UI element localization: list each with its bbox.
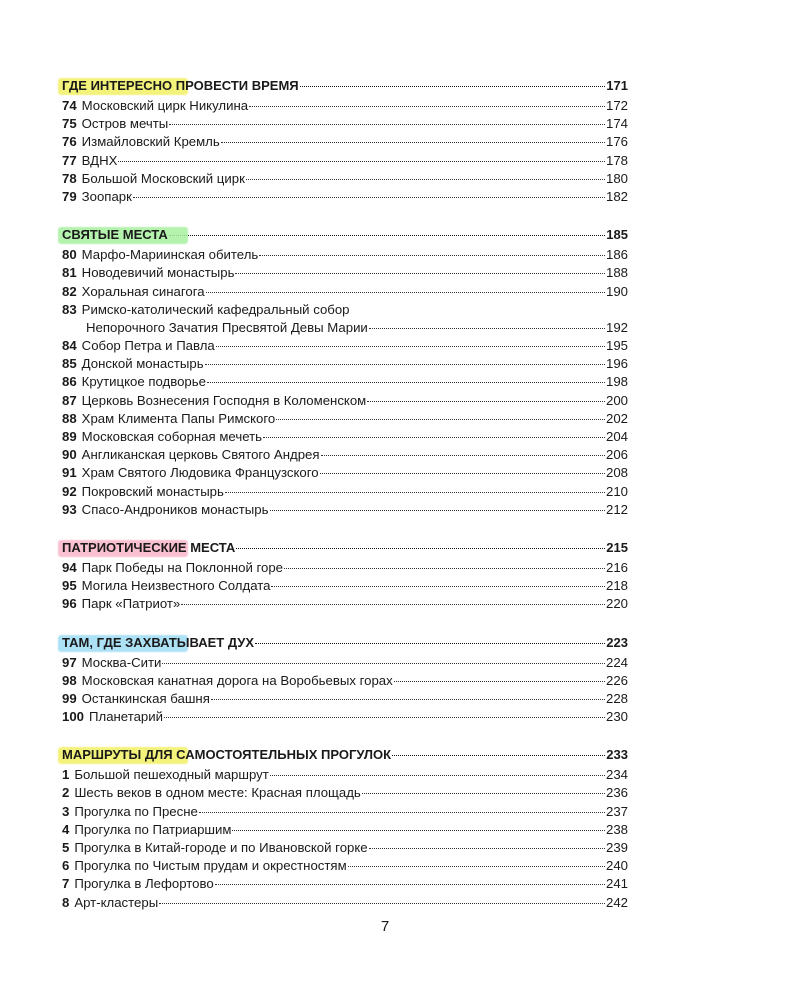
toc-entry[interactable]: [62, 283, 628, 301]
entry-number: 79: [62, 188, 77, 204]
entry-number: 84: [62, 338, 77, 354]
toc-entry[interactable]: [62, 654, 628, 672]
toc-entry[interactable]: [62, 246, 628, 264]
toc-entry[interactable]: [62, 410, 628, 428]
entry-page: 239: [605, 840, 628, 855]
entry-title: Церковь Вознесения Господня в Коломенском: [81, 392, 367, 408]
entry-title: Прогулка по Патриаршим: [74, 821, 232, 837]
toc-entry[interactable]: [62, 766, 628, 784]
entry-title: Остров мечты: [81, 116, 169, 132]
entry-number: 7: [62, 876, 70, 892]
entry-number: 99: [62, 690, 77, 706]
dot-leader: [162, 663, 605, 664]
toc-entry[interactable]: [62, 264, 628, 282]
toc-entry-continuation[interactable]: [62, 319, 628, 337]
dot-leader: [369, 848, 605, 849]
dot-leader: [300, 86, 606, 87]
dot-leader: [235, 273, 605, 274]
toc-entry[interactable]: [62, 875, 628, 893]
entry-number: 77: [62, 152, 77, 168]
entry-number: 75: [62, 116, 77, 132]
dot-leader: [206, 292, 605, 293]
entry-page: 230: [605, 709, 628, 725]
toc-entry[interactable]: [62, 392, 628, 410]
entry-page: 202: [605, 410, 628, 426]
entry-page: 208: [605, 465, 628, 481]
section-heading[interactable]: [62, 77, 628, 97]
entry-title: Прогулка по Пресне: [74, 803, 198, 819]
entry-title: Арт-кластеры: [74, 894, 159, 910]
entry-page: 216: [605, 559, 628, 575]
entry-number: 100: [62, 709, 85, 725]
entry-number: 82: [62, 283, 77, 299]
entry-number: 1: [62, 767, 70, 783]
toc-entry[interactable]: [62, 708, 628, 726]
page-number: 7: [380, 918, 390, 935]
entry-number: 96: [62, 596, 77, 612]
entry-title: Новодевичий монастырь: [81, 265, 235, 281]
toc-entry[interactable]: [62, 857, 628, 875]
toc-section: [62, 746, 628, 912]
entry-page: 236: [605, 785, 628, 801]
dot-leader: [255, 643, 605, 644]
entry-title: Парк Победы на Поклонной горе: [81, 559, 283, 575]
entry-page: 198: [605, 374, 628, 390]
table-of-contents: [62, 77, 628, 932]
entry-number: 85: [62, 356, 77, 372]
toc-entry[interactable]: [62, 464, 628, 482]
dot-leader: [133, 197, 605, 198]
entry-title: Римско-католический кафедральный собор: [81, 301, 350, 317]
entry-title: Прогулка в Лефортово: [74, 876, 214, 892]
entry-title: Москва-Сити: [81, 654, 162, 670]
entry-title: Хоральная синагога: [81, 283, 205, 299]
dot-leader: [207, 382, 605, 383]
toc-entry[interactable]: [62, 355, 628, 373]
toc-entry[interactable]: [62, 373, 628, 391]
dot-leader: [276, 419, 605, 420]
dot-leader: [225, 492, 605, 493]
dot-leader: [216, 346, 605, 347]
toc-entry[interactable]: [62, 188, 628, 206]
toc-entry[interactable]: [62, 115, 628, 133]
entry-number: 87: [62, 392, 77, 408]
entry-title-cont: Непорочного Зачатия Пресвятой Девы Марии: [86, 319, 368, 335]
entry-title: Большой пешеходный маршрут: [74, 767, 269, 783]
entry-number: 89: [62, 429, 77, 444]
dot-leader: [392, 755, 605, 756]
entry-title: Англиканская церковь Святого Андрея: [81, 447, 320, 463]
entry-page: 234: [605, 767, 628, 783]
toc-entry[interactable]: [62, 152, 628, 170]
entry-page: 228: [605, 690, 628, 706]
entry-title: Прогулка по Чистым прудам и окрестностям: [74, 858, 347, 874]
dot-leader: [118, 161, 605, 162]
entry-page: 196: [605, 356, 628, 372]
entry-title: Донской монастырь: [81, 356, 204, 372]
entry-page: 238: [605, 821, 628, 837]
entry-page: 237: [605, 803, 628, 819]
section-heading[interactable]: [62, 746, 628, 766]
dot-leader: [249, 106, 605, 107]
entry-page: 178: [605, 152, 628, 168]
toc-entry[interactable]: [62, 839, 628, 857]
entry-page: 192: [605, 319, 628, 335]
entry-title: Могила Неизвестного Солдата: [81, 578, 271, 594]
entry-title: Храм Святого Людовика Французского: [81, 465, 319, 481]
entry-title: Останкинская башня: [81, 690, 210, 706]
toc-section: [62, 226, 628, 519]
dot-leader: [159, 903, 605, 904]
toc-section: [62, 539, 628, 614]
dot-leader: [181, 604, 605, 605]
entry-page: 224: [605, 654, 628, 670]
dot-leader: [232, 830, 605, 831]
entry-number: 76: [62, 134, 77, 150]
dot-leader: [236, 548, 605, 549]
dot-leader: [394, 681, 605, 682]
toc-entry[interactable]: [62, 133, 628, 151]
dot-leader: [263, 437, 605, 438]
toc-section: [62, 634, 628, 727]
section-page: 185: [606, 227, 628, 243]
entry-page: 242: [605, 894, 628, 910]
dot-leader: [270, 510, 605, 511]
dot-leader: [270, 775, 605, 776]
entry-title: Покровский монастырь: [81, 483, 224, 499]
entry-page: 200: [605, 392, 628, 408]
dot-leader: [348, 866, 605, 867]
entry-number: 90: [62, 447, 77, 463]
dot-leader: [169, 235, 605, 236]
entry-title: Шесть веков в одном месте: Красная площадь: [74, 785, 361, 801]
dot-leader: [221, 142, 605, 143]
dot-leader: [199, 812, 605, 813]
dot-leader: [367, 401, 605, 402]
entry-number: 6: [62, 858, 70, 874]
toc-entry[interactable]: [62, 559, 628, 577]
entry-page: 188: [605, 265, 628, 281]
entry-page: 226: [605, 672, 628, 688]
entry-number: 92: [62, 483, 77, 499]
section-heading[interactable]: [62, 634, 628, 654]
dot-leader: [211, 699, 605, 700]
toc-entry[interactable]: [62, 446, 628, 464]
entry-page: 218: [605, 578, 628, 594]
entry-number: 91: [62, 465, 77, 481]
section-title: ПАТРИОТИЧЕСКИЕ МЕСТА: [62, 539, 236, 555]
toc-entry[interactable]: [62, 501, 628, 519]
entry-number: 8: [62, 894, 70, 910]
dot-leader: [259, 255, 605, 256]
entry-number: 97: [62, 654, 77, 670]
entry-title: Спасо-Андроников монастырь: [81, 501, 269, 517]
section-page: 215: [606, 539, 628, 555]
entry-number: 83: [62, 301, 77, 317]
entry-title: Марфо-Мариинская обитель: [81, 247, 259, 263]
entry-page: 190: [605, 283, 628, 299]
entry-title: Московский цирк Никулина: [81, 98, 249, 113]
dot-leader: [215, 884, 605, 885]
toc-entry[interactable]: [62, 577, 628, 595]
entry-title: Зоопарк: [81, 188, 132, 204]
entry-page: 241: [605, 876, 628, 892]
toc-entry[interactable]: [62, 483, 628, 501]
dot-leader: [169, 124, 605, 125]
entry-number: 88: [62, 410, 77, 426]
toc-entry[interactable]: [62, 337, 628, 355]
entry-number: 3: [62, 803, 70, 819]
entry-title: Московская канатная дорога на Воробьевых горах: [81, 672, 393, 688]
toc-entry[interactable]: [62, 690, 628, 708]
entry-number: 5: [62, 840, 70, 855]
entry-title: Большой Московский цирк: [81, 170, 245, 186]
entry-number: 94: [62, 559, 77, 575]
dot-leader: [362, 793, 605, 794]
toc-entry[interactable]: [62, 97, 628, 115]
entry-number: 78: [62, 170, 77, 186]
entry-page: 180: [605, 170, 628, 186]
toc-entry[interactable]: [62, 301, 628, 319]
dot-leader: [320, 473, 605, 474]
entry-number: 2: [62, 785, 70, 801]
toc-entry[interactable]: [62, 894, 628, 912]
entry-page: 206: [605, 447, 628, 463]
entry-number: 81: [62, 265, 77, 281]
entry-page: 212: [605, 501, 628, 517]
entry-title: Московская соборная мечеть: [81, 429, 262, 444]
entry-number: 95: [62, 578, 77, 594]
entry-number: 98: [62, 672, 77, 688]
section-title: МАРШРУТЫ ДЛЯ САМОСТОЯТЕЛЬНЫХ ПРОГУЛОК: [62, 747, 392, 763]
entry-title: Крутицкое подворье: [81, 374, 206, 390]
section-page: 223: [606, 634, 628, 650]
entry-number: 74: [62, 98, 77, 113]
entry-page: 176: [605, 134, 628, 150]
toc-entry[interactable]: [62, 784, 628, 802]
section-page: 233: [606, 747, 628, 763]
entry-page: 204: [605, 429, 628, 444]
toc-entry[interactable]: [62, 803, 628, 821]
dot-leader: [271, 586, 605, 587]
toc-entry[interactable]: [62, 672, 628, 690]
section-title: ГДЕ ИНТЕРЕСНО ПРОВЕСТИ ВРЕМЯ: [62, 78, 299, 93]
dot-leader: [369, 328, 605, 329]
entry-number: 86: [62, 374, 77, 390]
entry-number: 93: [62, 501, 77, 517]
entry-title: Храм Климента Папы Римского: [81, 410, 276, 426]
section-title: СВЯТЫЕ МЕСТА: [62, 227, 168, 243]
section-heading[interactable]: [62, 226, 628, 246]
entry-title: Планетарий: [89, 709, 163, 725]
toc-entry[interactable]: [62, 595, 628, 613]
entry-title: ВДНХ: [81, 152, 118, 168]
section-page: 171: [606, 78, 628, 93]
entry-page: 186: [605, 247, 628, 263]
toc-entry[interactable]: [62, 428, 628, 446]
entry-number: 80: [62, 247, 77, 263]
entry-title: Измайловский Кремль: [81, 134, 220, 150]
dot-leader: [205, 364, 605, 365]
entry-page: 182: [605, 188, 628, 204]
entry-title: Собор Петра и Павла: [81, 338, 215, 354]
toc-entry[interactable]: [62, 821, 628, 839]
entry-page: 240: [605, 858, 628, 874]
toc-entry[interactable]: [62, 170, 628, 188]
section-heading[interactable]: [62, 539, 628, 559]
entry-page: 174: [605, 116, 628, 132]
entry-page: 195: [605, 338, 628, 354]
dot-leader: [284, 568, 605, 569]
dot-leader: [164, 717, 605, 718]
entry-number: 4: [62, 821, 70, 837]
section-title: ТАМ, ГДЕ ЗАХВАТЫВАЕТ ДУХ: [62, 634, 255, 650]
dot-leader: [246, 179, 605, 180]
dot-leader: [321, 455, 605, 456]
entry-title: Прогулка в Китай-городе и по Ивановской горке: [74, 840, 368, 855]
entry-page: 210: [605, 483, 628, 499]
entry-page: 220: [605, 596, 628, 612]
entry-title: Парк «Патриот»: [81, 596, 181, 612]
entry-page: 172: [605, 98, 628, 113]
toc-section: [62, 77, 628, 206]
